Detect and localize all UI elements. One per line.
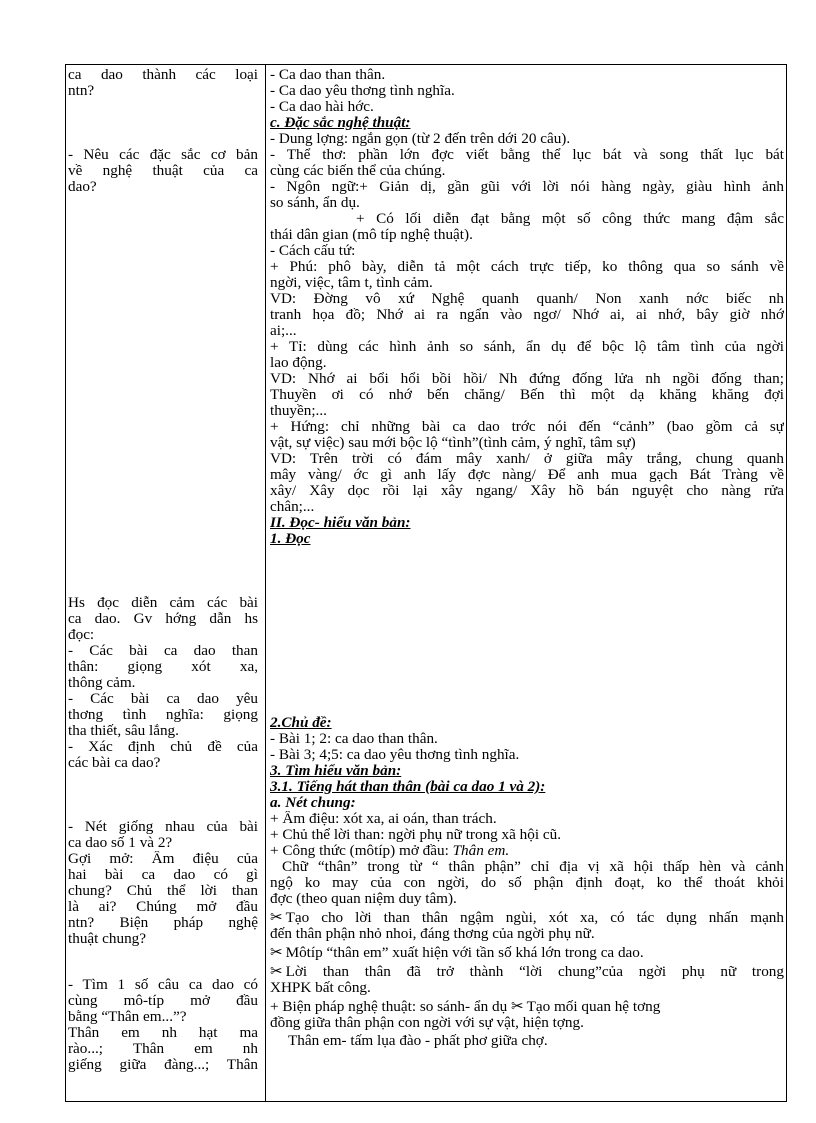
- right-text-line: [270, 99, 784, 115]
- left-text-line: [68, 627, 258, 643]
- text-run: đồng giữa thân phận con ngời với sự vật, hiện tợng.: [270, 1015, 584, 1031]
- text-run: Thân em- tấm lụa đào - phất phơ giữa chợ.: [288, 1033, 548, 1049]
- right-text-line: [270, 980, 784, 996]
- text-run: Tạo cho lời than thân ngậm ngùi, xót xa, có tác dụng nhấn mạnh: [285, 910, 784, 926]
- right-text-line: [270, 115, 784, 131]
- text-run: ntn? Biện pháp nghệ: [68, 915, 258, 931]
- text-run: VD: Trên trời có đám mây xanh/ ở giữa mây trắng, chung quanh: [270, 451, 784, 467]
- left-text-line: [68, 691, 258, 707]
- text-run: thông cảm.: [68, 675, 136, 691]
- text-run: - Thể thơ: phần lớn đợc viết bằng thể lục bát và song thất lục bát: [270, 147, 784, 163]
- left-text-line: [68, 1025, 258, 1041]
- text-run: về nghệ thuật của ca: [68, 163, 258, 179]
- document-table: [65, 64, 787, 1102]
- right-text-line: [270, 843, 784, 859]
- text-run: bằng “Thân em...”?: [68, 1009, 187, 1025]
- right-text-line: [270, 339, 784, 355]
- right-text-line: [270, 731, 784, 747]
- left-text-line: [68, 659, 258, 675]
- left-text-line: [68, 707, 258, 723]
- right-text-line: [270, 147, 784, 163]
- right-text-line: [270, 483, 784, 499]
- left-text-line: [68, 611, 258, 627]
- left-text-line: [68, 675, 258, 691]
- left-text-line: [68, 595, 258, 611]
- left-text-line: [68, 819, 258, 835]
- column-divider: [265, 65, 266, 1101]
- left-text-line: [68, 163, 258, 179]
- text-run: c. Đặc sắc nghệ thuật:: [270, 115, 411, 131]
- text-run: Thuyền ơi có nhớ bến chăng/ Bến thì một dạ khăng khăng đợi: [270, 387, 784, 403]
- left-text-line: [68, 1057, 258, 1073]
- text-run: - Các bài ca dao than: [68, 643, 258, 659]
- left-text-line: [68, 915, 258, 931]
- text-run: XHPK bất công.: [270, 980, 371, 996]
- italic-phrase: Thân em.: [452, 843, 510, 859]
- text-run: 3.1. Tiếng hát than thân (bài ca dao 1 và 2):: [270, 779, 546, 795]
- right-text-line: [270, 499, 784, 515]
- text-run: + Âm điệu: xót xa, ai oán, than trách.: [270, 811, 497, 827]
- right-text-line: [270, 67, 784, 83]
- left-text-line: [68, 179, 258, 195]
- right-text-line: [270, 515, 784, 531]
- text-run: ntn?: [68, 83, 95, 99]
- text-run: - Nêu các đặc sắc cơ bản: [68, 147, 258, 163]
- text-run: các bài ca dao?: [68, 755, 161, 771]
- text-run: thuật chung?: [68, 931, 147, 947]
- text-run: ca dao số 1 và 2?: [68, 835, 173, 851]
- text-run: dao?: [68, 179, 97, 195]
- text-run: + Chủ thể lời than: ngời phụ nữ trong xã hội cũ.: [270, 827, 562, 843]
- left-text-line: [68, 867, 258, 883]
- right-text-line: [270, 435, 784, 451]
- right-text-line: [270, 795, 784, 811]
- text-run: 2.Chủ đề:: [270, 715, 332, 731]
- text-run: - Ca dao than thân.: [270, 67, 386, 83]
- text-run: cùng các biến thể của chúng.: [270, 163, 446, 179]
- right-text-line: [288, 1033, 784, 1049]
- scissors-icon: ✂: [270, 964, 283, 980]
- text-run: thân: giọng xót xa,: [68, 659, 258, 675]
- right-text-line: [270, 811, 784, 827]
- text-run: Chữ “thân” trong từ “ thân phận” chỉ địa vị xã hội thấp hèn và cảnh: [282, 859, 784, 875]
- text-run: Hs đọc diễn cảm các bài: [68, 595, 258, 611]
- text-run: - Bài 3; 4;5: ca dao yêu thơng tình nghĩa.: [270, 747, 520, 763]
- left-text-line: [68, 755, 258, 771]
- right-text-line: [282, 859, 784, 875]
- text-run: + Biện pháp nghệ thuật: so sánh- ẩn dụ: [270, 999, 508, 1015]
- text-run: đọc:: [68, 627, 95, 643]
- left-text-line: [68, 883, 258, 899]
- text-run: Môtíp “thân em” xuất hiện với tần số khá lớn trong ca dao.: [285, 945, 644, 961]
- text-run: - Ngôn ngữ:+ Giản dị, gần gũi với lời nói hàng ngày, giàu hình ảnh: [270, 179, 784, 195]
- text-run: - Ca dao yêu thơng tình nghĩa.: [270, 83, 455, 99]
- left-text-line: [68, 835, 258, 851]
- text-run: chung? Chủ thể lời than: [68, 883, 258, 899]
- text-run: xây/ Xây dọc rồi lại xây ngang/ Xây hồ bán nguyệt cho nàng rửa: [270, 483, 784, 499]
- right-text-line: [270, 910, 784, 926]
- text-run: lao động.: [270, 355, 327, 371]
- text-run: ca dao thành các loại: [68, 67, 258, 83]
- text-run: + Có lối diễn đạt bằng một số công thức mang đậm sắc: [356, 211, 784, 227]
- text-run: + Phú: phô bày, diễn tả một cách trực tiếp, ko thông qua so sánh về: [270, 259, 784, 275]
- left-text-line: [68, 1041, 258, 1057]
- text-run: 3. Tìm hiểu văn bản:: [270, 763, 402, 779]
- right-text-line: [270, 307, 784, 323]
- left-text-line: [68, 993, 258, 1009]
- right-text-line: [270, 999, 784, 1015]
- text-run: so sánh, ẩn dụ.: [270, 195, 360, 211]
- text-run: - Các bài ca dao yêu: [68, 691, 258, 707]
- text-run: rào...; Thân em nh: [68, 1041, 258, 1057]
- left-text-line: [68, 83, 258, 99]
- left-text-line: [68, 977, 258, 993]
- left-text-line: [68, 643, 258, 659]
- text-run: - Dung lợng: ngắn gọn (từ 2 đến trên dới 20 câu).: [270, 131, 571, 147]
- text-run: ngộ ko may của con ngời, do số phận định đoạt, ko thể thoát khỏi: [270, 875, 784, 891]
- right-text-line: [270, 747, 784, 763]
- right-text-line: [270, 467, 784, 483]
- text-run: là ai? Chúng mở đầu: [68, 899, 258, 915]
- text-run: đến thân phận nhỏ nhoi, đáng thơng của ngời phụ nữ.: [270, 926, 595, 942]
- right-text-line: [270, 227, 784, 243]
- text-run: + Tỉ: dùng các hình ảnh so sánh, ẩn dụ để bộc lộ tâm tình của ngời: [270, 339, 784, 355]
- right-text-line: [270, 323, 784, 339]
- text-run: Thân em nh hạt ma: [68, 1025, 258, 1041]
- text-run: mây vàng/ ớc gì anh lấy đợc nàng/ Để anh mua gạch Bát Tràng về: [270, 467, 784, 483]
- text-run: II. Đọc- hiểu văn bản:: [270, 515, 411, 531]
- text-run: cùng mô-típ mở đầu: [68, 993, 258, 1009]
- text-run: - Nét giống nhau của bài: [68, 819, 258, 835]
- text-run: - Xác định chủ đề của: [68, 739, 258, 755]
- right-text-line: [270, 891, 784, 907]
- text-run: đợc (theo quan niệm duy tâm).: [270, 891, 457, 907]
- right-text-line: [270, 243, 784, 259]
- text-run: - Ca dao hài hớc.: [270, 99, 374, 115]
- right-text-line: [270, 779, 784, 795]
- text-run: hai bài ca dao có gì: [68, 867, 258, 883]
- text-run: 1. Đọc: [270, 531, 311, 547]
- right-text-line: [270, 531, 784, 547]
- left-text-line: [68, 851, 258, 867]
- text-run: a. Nét chung:: [270, 795, 356, 811]
- right-text-line: [270, 83, 784, 99]
- right-text-line: [270, 179, 784, 195]
- right-text-line: [270, 163, 784, 179]
- right-text-line: [270, 291, 784, 307]
- text-run: chân;...: [270, 499, 315, 515]
- right-text-line: [270, 945, 784, 961]
- right-text-line: [270, 387, 784, 403]
- text-run: Lời than thân đã trở thành “lời chung”của ngời phụ nữ trong: [285, 964, 784, 980]
- right-text-line: [270, 926, 784, 942]
- right-text-line: [270, 451, 784, 467]
- right-text-line: [270, 763, 784, 779]
- text-run: vật, sự việc) sau mới bộc lộ “tình”(tình cảm, ý nghĩ, tâm sự): [270, 435, 636, 451]
- text-run: + Công thức (môtíp) mở đầu:: [270, 843, 453, 859]
- text-run: VD: Đờng vô xứ Nghệ quanh quanh/ Non xanh nớc biếc nh: [270, 291, 784, 307]
- text-run: tranh họa đồ; Nhớ ai ra ngẩn vào ngơ/ Nhớ ai, ai nhớ, bây giờ nhớ: [270, 307, 784, 323]
- right-text-line: [270, 131, 784, 147]
- left-text-line: [68, 723, 258, 739]
- right-text-line: [270, 964, 784, 980]
- right-text-line: [270, 371, 784, 387]
- right-text-line: [270, 275, 784, 291]
- scissors-icon: ✂: [270, 910, 283, 926]
- text-run: VD: Nhớ ai bổi hổi bồi hồi/ Nh đứng đống lửa nh ngồi đống than;: [270, 371, 784, 387]
- right-text-line: [270, 827, 784, 843]
- right-text-line: [270, 403, 784, 419]
- text-run: - Tìm 1 số câu ca dao có: [68, 977, 258, 993]
- left-text-line: [68, 739, 258, 755]
- left-text-line: [68, 899, 258, 915]
- right-text-line: [270, 875, 784, 891]
- text-run: tha thiết, sâu lắng.: [68, 723, 179, 739]
- text-run: ai;...: [270, 323, 297, 339]
- text-run: ca dao. Gv hớng dẫn hs: [68, 611, 258, 627]
- text-run: - Cách cấu tứ:: [270, 243, 356, 259]
- right-text-line: [270, 195, 784, 211]
- left-text-line: [68, 931, 258, 947]
- text-run: - Bài 1; 2: ca dao than thân.: [270, 731, 438, 747]
- right-text-line: [270, 1015, 784, 1031]
- text-run: thái dân gian (mô típ nghệ thuật).: [270, 227, 473, 243]
- text-run: ngời, việc, tâm t, tình cảm.: [270, 275, 433, 291]
- text-run: Gợi mở: Âm điệu của: [68, 851, 258, 867]
- scissors-icon: ✂: [270, 945, 283, 961]
- right-text-line: [270, 419, 784, 435]
- scissors-icon: ✂: [510, 999, 524, 1015]
- left-text-line: [68, 147, 258, 163]
- text-run: giếng giữa đàng...; Thân: [68, 1057, 258, 1073]
- text-run: thơng tình nghĩa: giọng: [68, 707, 258, 723]
- text-run: + Hứng: chỉ những bài ca dao trớc nói đến “cảnh” (bao gồm cả sự: [270, 419, 784, 435]
- right-text-line: [356, 211, 784, 227]
- left-text-line: [68, 1009, 258, 1025]
- text-run: thuyền;...: [270, 403, 327, 419]
- text-run: Tạo mối quan hệ tơng: [526, 999, 661, 1015]
- right-text-line: [270, 715, 784, 731]
- right-text-line: [270, 259, 784, 275]
- left-text-line: [68, 67, 258, 83]
- right-text-line: [270, 355, 784, 371]
